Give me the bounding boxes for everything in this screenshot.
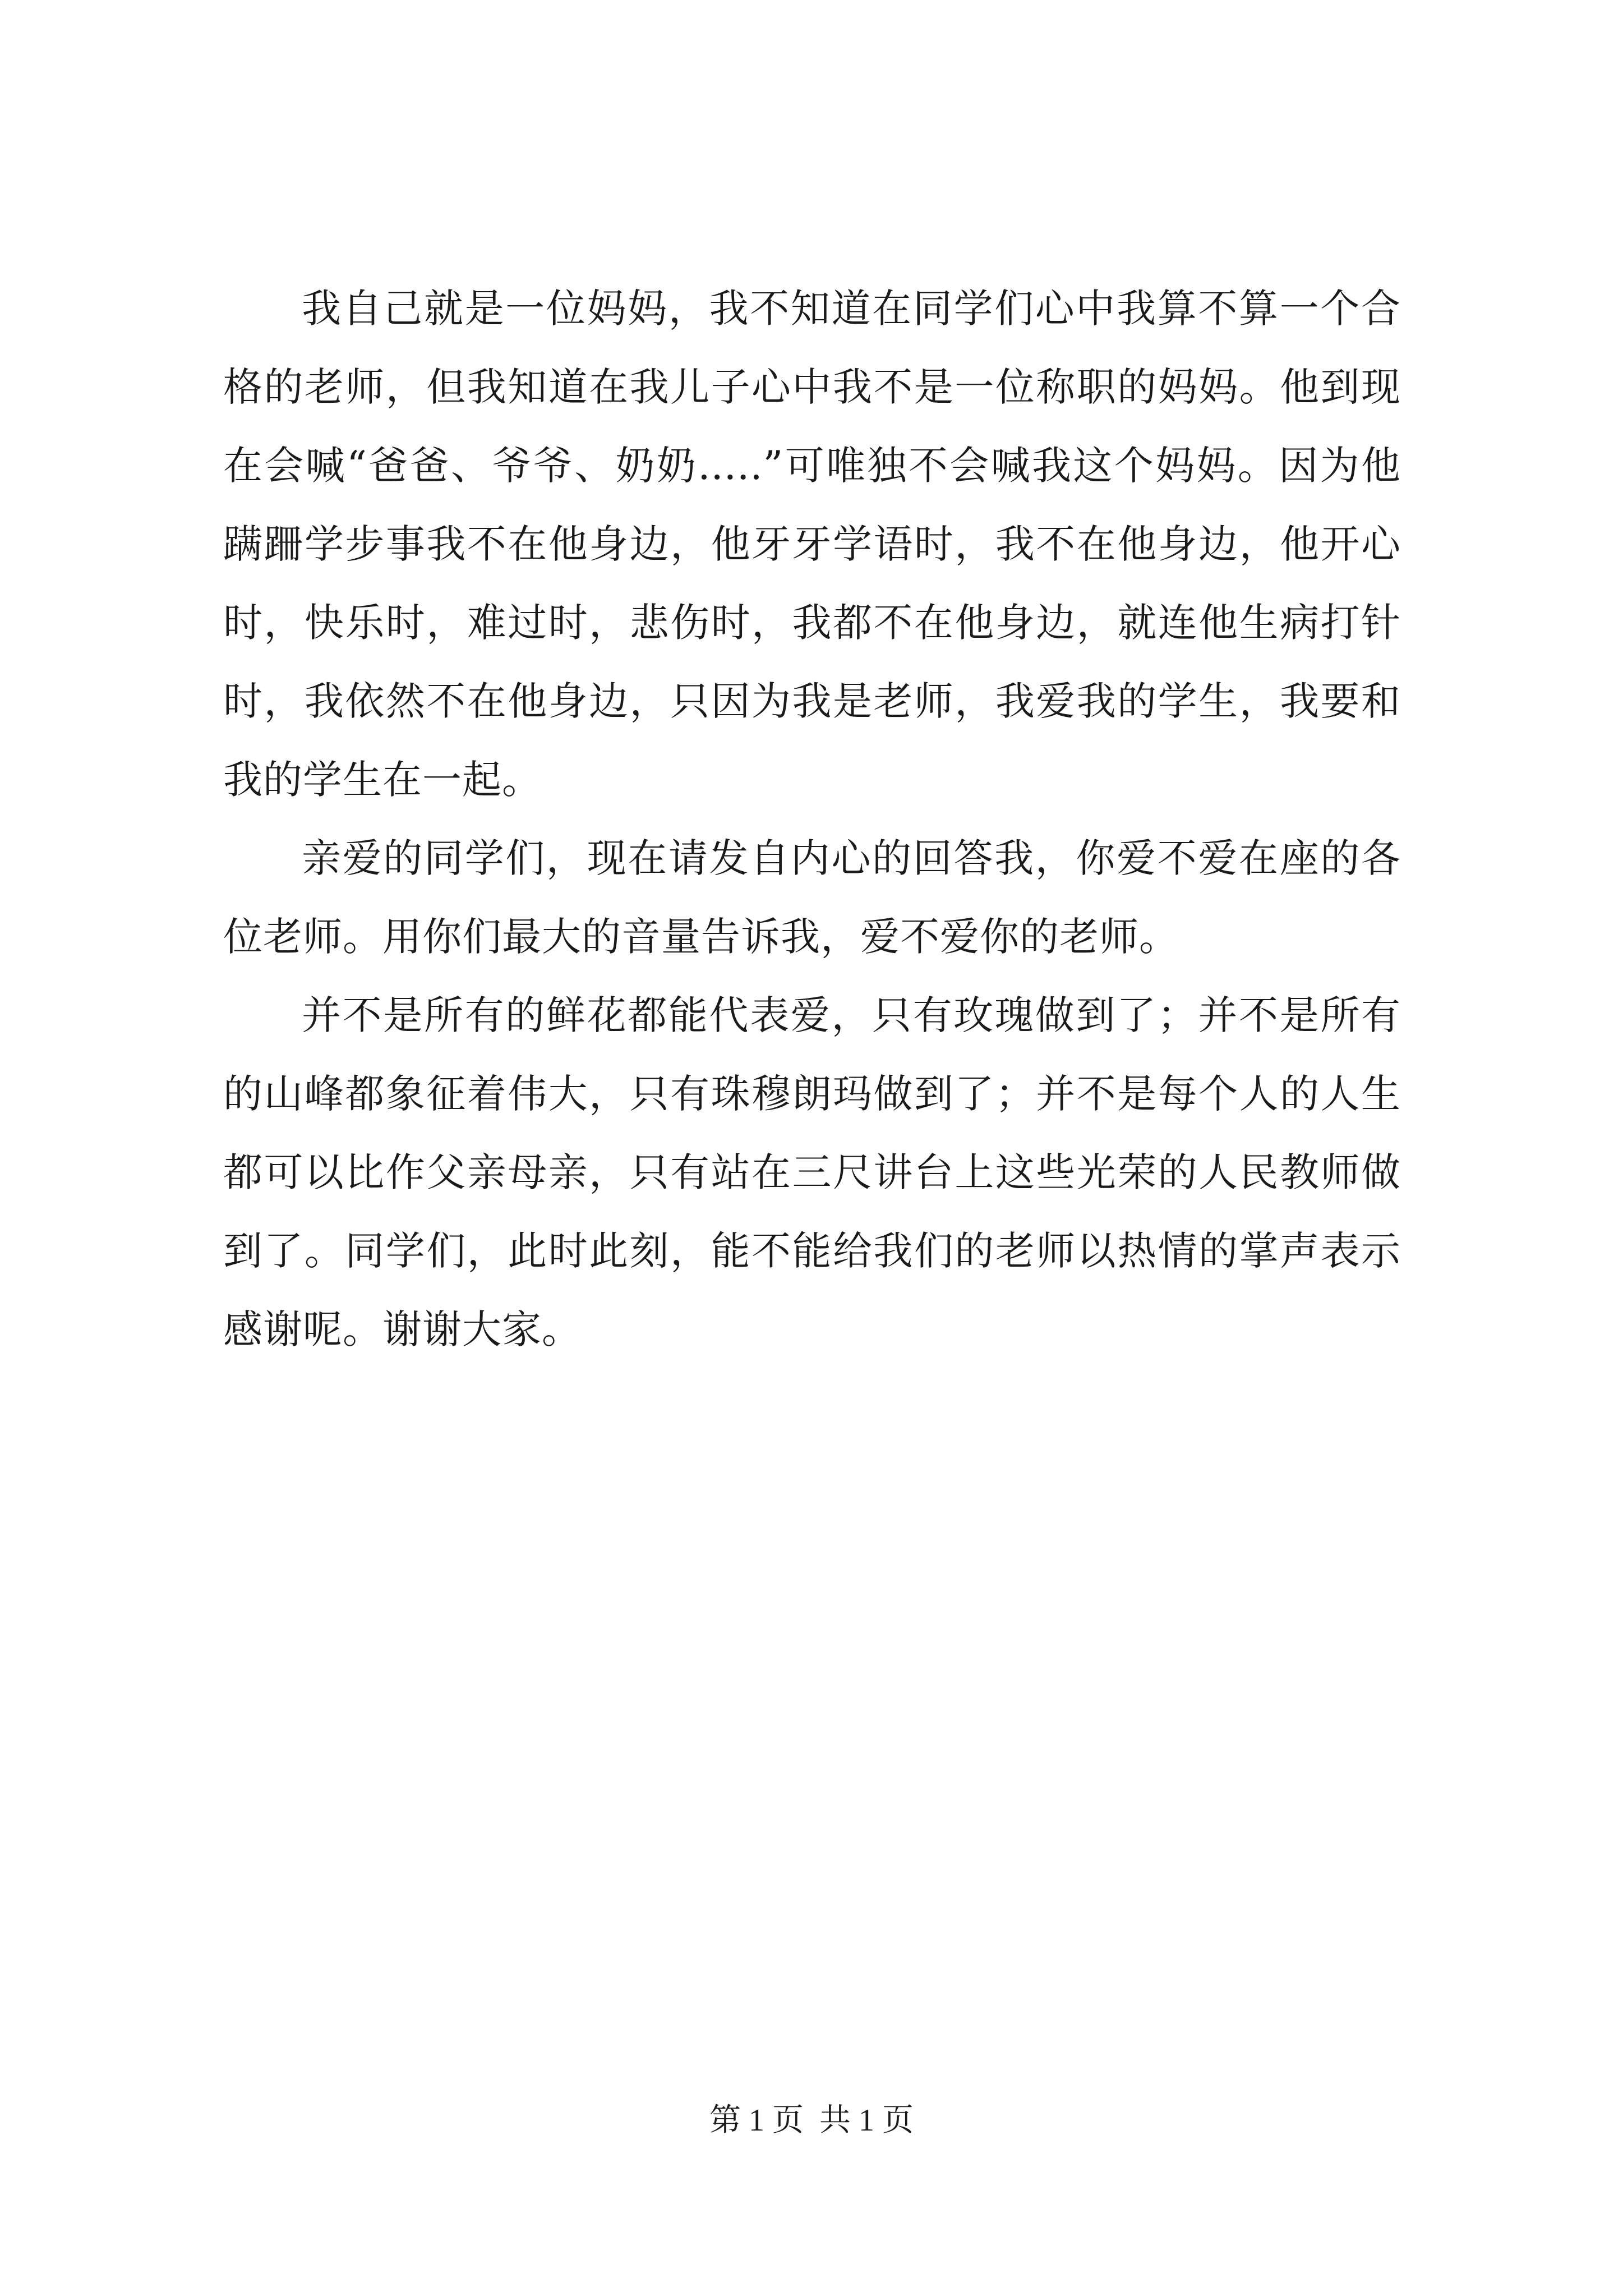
paragraph-1: 我自己就是一位妈妈，我不知道在同学们心中我算不算一个合格的老师，但我知道在我儿子心中我不是一位称职的妈妈。他到现在会喊“爸爸、爷爷、奶奶.....”可唯独不会喊我这个妈妈。因为他蹒跚学步事我不在他身边，他牙牙学语时，我不在他身边，他开心时，快乐时，难过时，悲伤时，我都不在他身边，就连他生病打针时，我依然不在他身边，只因为我是老师，我爱我的学生，我要和我的学生在一起。 xyxy=(223,286,1401,803)
paragraph-3: 并不是所有的鲜花都能代表爱，只有玫瑰做到了；并不是所有的山峰都象征着伟大，只有珠穆朗玛做到了；并不是每个人的人生都可以比作父亲母亲，只有站在三尺讲台上这些光荣的人民教师做到了。同学们，此时此刻，能不能给我们的老师以热情的掌声表示感谢呢。谢谢大家。 xyxy=(223,992,1401,1352)
document-body xyxy=(223,269,1401,1369)
page-footer: 第 1 页 共 1 页 xyxy=(709,2103,914,2138)
paragraph-2: 亲爱的同学们，现在请发自内心的回答我，你爱不爱在座的各位老师。用你们最大的音量告诉我，爱不爱你的老师。 xyxy=(223,835,1401,960)
